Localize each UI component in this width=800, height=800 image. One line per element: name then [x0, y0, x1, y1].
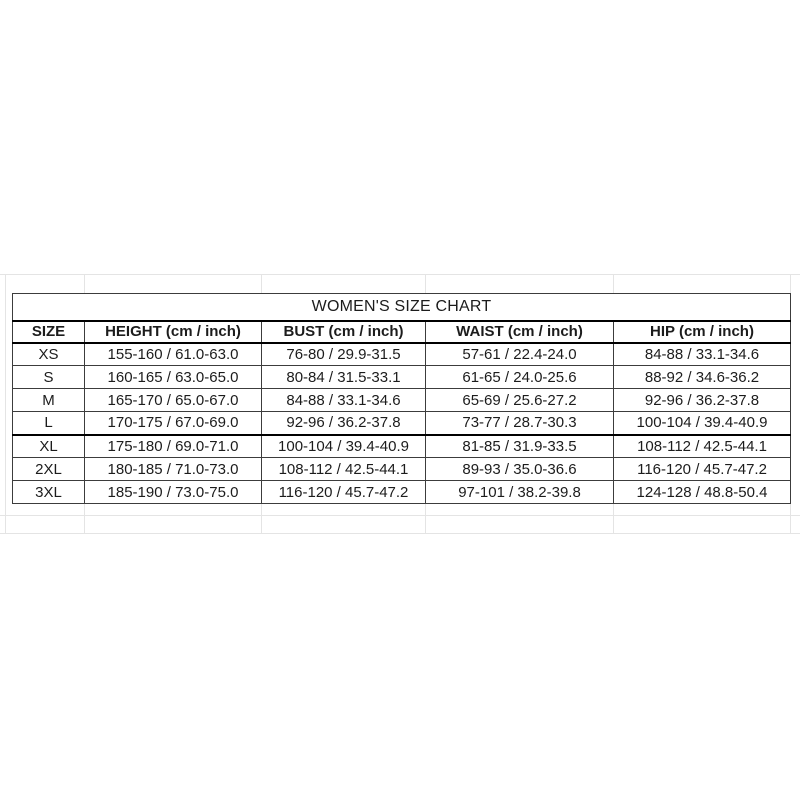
- gridline-vertical: [84, 503, 85, 533]
- bust-cell: 92-96 / 36.2-37.8: [262, 412, 426, 435]
- column-header-bust: BUST (cm / inch): [262, 321, 426, 343]
- gridline-vertical: [790, 274, 791, 293]
- height-cell: 155-160 / 61.0-63.0: [85, 343, 262, 366]
- table-row-xs: [13, 343, 791, 366]
- size-chart-table: [12, 293, 791, 504]
- height-cell: 170-175 / 67.0-69.0: [85, 412, 262, 435]
- height-cell: 185-190 / 73.0-75.0: [85, 481, 262, 504]
- gridline-vertical: [261, 503, 262, 533]
- waist-cell: 81-85 / 31.9-33.5: [426, 435, 614, 458]
- table-header-row: [13, 321, 791, 343]
- column-header-size: SIZE: [13, 321, 85, 343]
- hip-cell: 108-112 / 42.5-44.1: [614, 435, 791, 458]
- size-cell: XL: [13, 435, 85, 458]
- hip-cell: 124-128 / 48.8-50.4: [614, 481, 791, 504]
- size-cell: M: [13, 389, 85, 412]
- hip-cell: 116-120 / 45.7-47.2: [614, 458, 791, 481]
- gridline-vertical: [790, 503, 791, 533]
- height-cell: 160-165 / 63.0-65.0: [85, 366, 262, 389]
- size-cell: XS: [13, 343, 85, 366]
- table-row-2xl: [13, 458, 791, 481]
- size-cell: 2XL: [13, 458, 85, 481]
- column-header-hip: HIP (cm / inch): [614, 321, 791, 343]
- bust-cell: 116-120 / 45.7-47.2: [262, 481, 426, 504]
- height-cell: 175-180 / 69.0-71.0: [85, 435, 262, 458]
- gridline-horizontal: [0, 515, 800, 516]
- height-cell: 180-185 / 71.0-73.0: [85, 458, 262, 481]
- size-cell: L: [13, 412, 85, 435]
- hip-cell: 100-104 / 39.4-40.9: [614, 412, 791, 435]
- gridline-vertical: [613, 274, 614, 293]
- column-header-waist: WAIST (cm / inch): [426, 321, 614, 343]
- table-row-3xl: [13, 481, 791, 504]
- table-title-row: [13, 294, 791, 321]
- hip-cell: 92-96 / 36.2-37.8: [614, 389, 791, 412]
- table-title: WOMEN'S SIZE CHART: [13, 294, 791, 321]
- height-cell: 165-170 / 65.0-67.0: [85, 389, 262, 412]
- bust-cell: 108-112 / 42.5-44.1: [262, 458, 426, 481]
- table-row-l: [13, 412, 791, 435]
- bust-cell: 80-84 / 31.5-33.1: [262, 366, 426, 389]
- waist-cell: 73-77 / 28.7-30.3: [426, 412, 614, 435]
- hip-cell: 84-88 / 33.1-34.6: [614, 343, 791, 366]
- table-row-xl: [13, 435, 791, 458]
- waist-cell: 97-101 / 38.2-39.8: [426, 481, 614, 504]
- bust-cell: 100-104 / 39.4-40.9: [262, 435, 426, 458]
- waist-cell: 61-65 / 24.0-25.6: [426, 366, 614, 389]
- waist-cell: 89-93 / 35.0-36.6: [426, 458, 614, 481]
- gridline-horizontal: [0, 533, 800, 534]
- size-cell: 3XL: [13, 481, 85, 504]
- gridline-vertical: [425, 274, 426, 293]
- waist-cell: 65-69 / 25.6-27.2: [426, 389, 614, 412]
- waist-cell: 57-61 / 22.4-24.0: [426, 343, 614, 366]
- bust-cell: 84-88 / 33.1-34.6: [262, 389, 426, 412]
- table-row-m: [13, 389, 791, 412]
- bust-cell: 76-80 / 29.9-31.5: [262, 343, 426, 366]
- gridline-vertical: [425, 503, 426, 533]
- size-cell: S: [13, 366, 85, 389]
- table-row-s: [13, 366, 791, 389]
- column-header-height: HEIGHT (cm / inch): [85, 321, 262, 343]
- gridline-horizontal: [0, 274, 800, 275]
- hip-cell: 88-92 / 34.6-36.2: [614, 366, 791, 389]
- gridline-vertical: [84, 274, 85, 293]
- gridline-vertical: [613, 503, 614, 533]
- gridline-vertical: [261, 274, 262, 293]
- gridline-vertical: [5, 274, 6, 533]
